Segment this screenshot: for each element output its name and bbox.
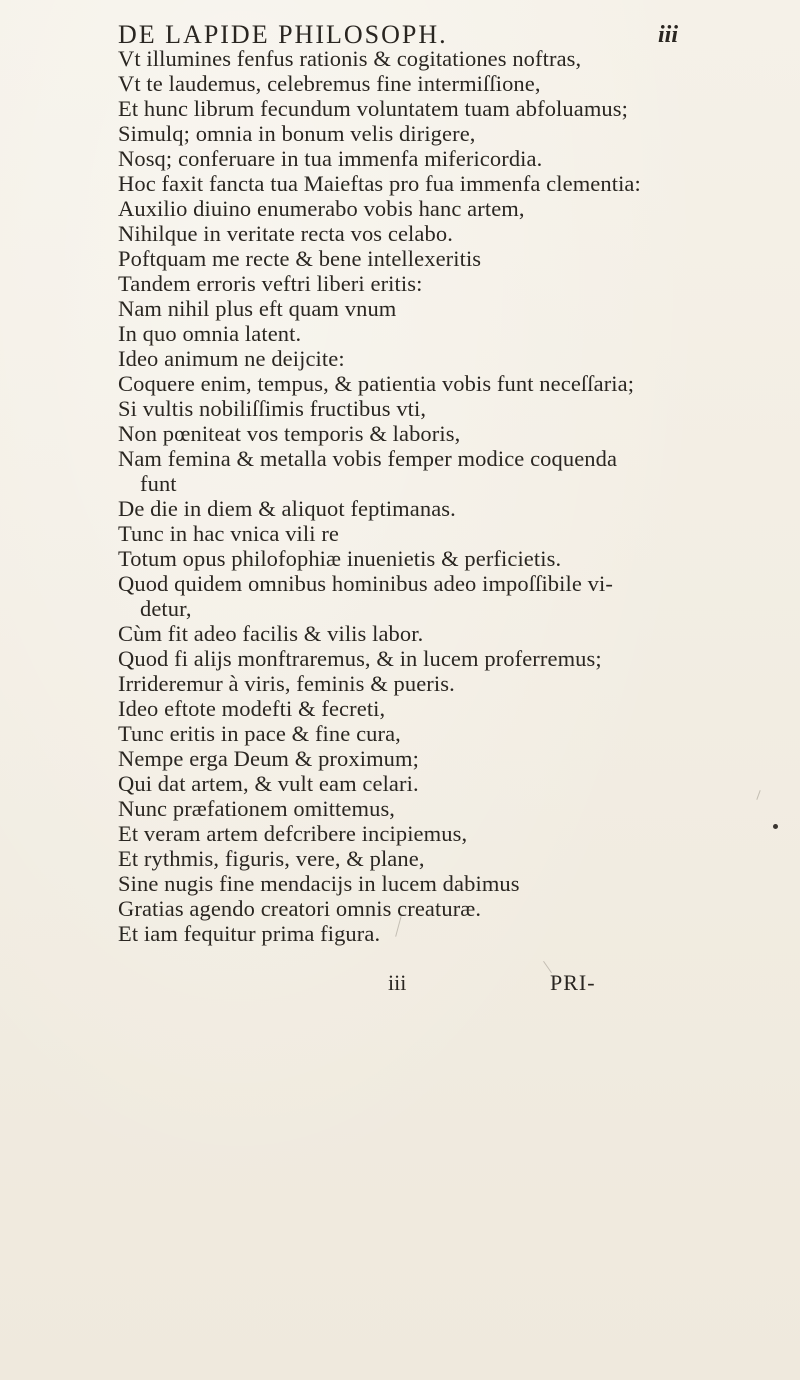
- text-line: Non pœniteat vos temporis & laboris,: [118, 421, 461, 446]
- text-line: Totum opus philofophiæ inuenietis & perficietis.: [118, 546, 562, 571]
- text-line: Tunc eritis in pace & fine cura,: [118, 721, 401, 746]
- text-line: Gratias agendo creatori omnis creaturæ.: [118, 896, 482, 921]
- text-line: Et hunc librum fecundum voluntatem tuam abfoluamus;: [118, 96, 628, 121]
- text-line: Nosq; conferuare in tua immenfa mifericordia.: [118, 146, 543, 171]
- text-line: Coquere enim, tempus, & patientia vobis funt neceſſaria;: [118, 371, 635, 396]
- text-line: Et rythmis, figuris, vere, & plane,: [118, 846, 425, 871]
- text-line-continuation: detur,: [140, 596, 192, 621]
- page-number: iii: [657, 22, 678, 48]
- ink-speck: [773, 824, 778, 829]
- text-line: Irrideremur à viris, feminis & pueris.: [118, 671, 455, 696]
- text-line: Nunc præfationem omittemus,: [118, 796, 396, 821]
- text-line: Cùm fit adeo facilis & vilis labor.: [118, 621, 424, 646]
- running-title: DE LAPIDE PHILOSOPH.: [118, 20, 448, 49]
- text-line: Hoc faxit fancta tua Maieftas pro fua immenfa clementia:: [118, 171, 641, 196]
- text-line: Ideo animum ne deijcite:: [118, 346, 345, 371]
- page-blemish: [756, 790, 760, 800]
- text-line-continuation: funt: [140, 471, 177, 496]
- text-line: Et veram artem defcribere incipiemus,: [118, 821, 468, 846]
- text-line: Simulq; omnia in bonum velis dirigere,: [118, 121, 476, 146]
- text-line: Vt illumines fenfus rationis & cogitationes noftras,: [118, 46, 582, 71]
- text-line: In quo omnia latent.: [118, 321, 302, 346]
- text-line: Tandem erroris veftri liberi eritis:: [118, 271, 423, 296]
- text-line: Auxilio diuino enumerabo vobis hanc artem,: [118, 196, 525, 221]
- text-line: Sine nugis fine mendacijs in lucem dabimus: [118, 871, 520, 896]
- catchword: PRI-: [550, 970, 596, 995]
- text-line: Et iam fequitur prima figura.: [118, 921, 381, 946]
- text-line: Quod quidem omnibus hominibus adeo impoſſibile vi-: [118, 571, 613, 596]
- text-line: Quod fi alijs monftraremus, & in lucem proferremus;: [118, 646, 602, 671]
- text-line: Qui dat artem, & vult eam celari.: [118, 771, 419, 796]
- text-line: Vt te laudemus, celebremus fine intermiſſione,: [118, 71, 541, 96]
- text-line: Nempe erga Deum & proximum;: [118, 746, 419, 771]
- text-line: Ideo eftote modefti & fecreti,: [118, 696, 386, 721]
- signature-mark: iii: [388, 970, 407, 995]
- text-line: De die in diem & aliquot feptimanas.: [118, 496, 456, 521]
- text-line: Nam nihil plus eft quam vnum: [118, 296, 397, 321]
- text-line: Si vultis nobiliſſimis fructibus vti,: [118, 396, 427, 421]
- text-line: Nam femina & metalla vobis femper modice coquenda: [118, 446, 618, 471]
- page-footer: [0, 970, 800, 1010]
- text-line: Poftquam me recte & bene intellexeritis: [118, 246, 482, 271]
- text-line: Nihilque in veritate recta vos celabo.: [118, 221, 453, 246]
- text-line: Tunc in hac vnica vili re: [118, 521, 339, 546]
